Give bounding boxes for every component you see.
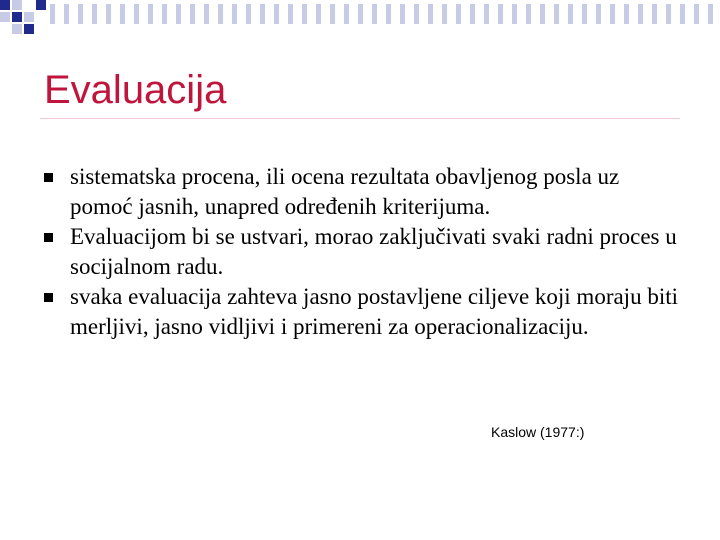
bullet-list <box>44 162 684 342</box>
bullet-item <box>44 162 684 222</box>
bullet-text: sistematska procena, ili ocena rezultata obavljenog posla uz pomoć jasnih, unapred određenih kriterijuma. <box>70 164 620 219</box>
bullet-text: Evaluacijom bi se ustvari, morao zaključivati svaki radni proces u socijalnom radu. <box>70 224 677 279</box>
header-decoration <box>0 0 720 40</box>
bullet-text: svaka evaluacija zahteva jasno postavljene ciljeve koji moraju biti merljivi, jasno vidljivi i primereni za operacionalizaciju. <box>70 284 678 339</box>
slide-title: Evaluacija <box>44 68 227 112</box>
bullet-item <box>44 282 684 342</box>
bullet-item <box>44 222 684 282</box>
square-bullet-icon <box>44 293 53 302</box>
square-bullet-icon <box>44 173 53 182</box>
citation: Kaslow (1977:) <box>491 424 585 440</box>
title-divider <box>40 118 680 119</box>
square-bullet-icon <box>44 233 53 242</box>
